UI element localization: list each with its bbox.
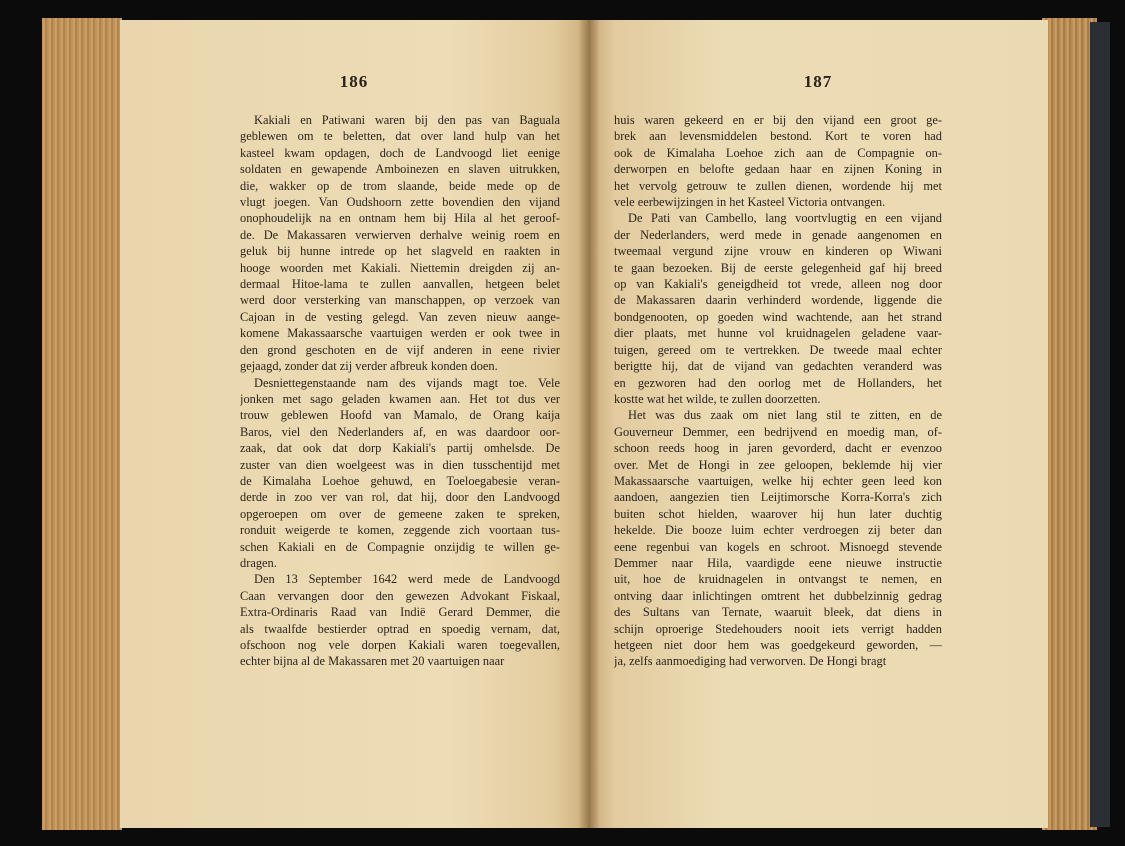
text-line: vlugt joegen. Van Oudshoorn zette bovendien den vijand: [240, 195, 560, 210]
text-line: der Nederlanders, werd mede in genade aangenomen en: [614, 227, 942, 242]
text-line: tweemaal vergund zijne vrouw en kinderen op Wiwani: [614, 244, 942, 259]
text-line: en gezworen had den oorlog met de Hollanders, het: [614, 375, 942, 390]
text-line: Demmer naar Hila, vaardigde eene nieuwe instructie: [614, 555, 942, 570]
text-line: Het was dus zaak om niet lang stil te zitten, en de: [628, 408, 942, 423]
text-line: vele eerbewijzingen in het Kasteel Victoria ontvangen.: [614, 195, 886, 210]
text-line: brek aan levensmiddelen bestond. Kort te voren had: [614, 129, 942, 144]
text-line: over. Met de Hongi in zee geloopen, beklemde hij vier: [614, 457, 942, 472]
text-line: derde in zoo ver van rol, dat hij, door den Landvoogd: [240, 490, 560, 505]
text-line: geblewen om te beletten, dat over land hulp van het: [240, 129, 560, 144]
text-line: schijn oproerige Stedehouders nooit iets verrigt hadden: [614, 621, 942, 636]
text-line: die, wakker op de trom slaande, beide mede op de: [240, 178, 560, 193]
text-line: Extra-Ordinaris Raad van Indië Gerard Demmer, die: [240, 605, 560, 620]
text-line: ronduit weigerde te komen, zeggende zich voortaan tus-: [240, 523, 560, 538]
text-line: tuigen, gereed om te vertrekken. De tweede maal echter: [614, 342, 942, 357]
book-cover: [1090, 22, 1110, 827]
text-line: als twaalfde bestierder optrad en spoedig vernam, dat,: [240, 621, 560, 636]
text-line: te gaan bezoeken. Bij de eerste gelegenheid gaf hij breed: [614, 260, 942, 275]
book-gutter: [578, 20, 600, 828]
text-line: eene regenbui van kogels en schroot. Misnoegd stevende: [614, 539, 942, 554]
text-line: trouw geblewen Hoofd van Mamalo, de Orang kaija: [240, 408, 560, 423]
text-line: geluk bij hunne intrede op het slagveld en raakten in: [240, 244, 560, 259]
text-line: het vervolg getrouw te zullen dienen, wordende hij met: [614, 178, 942, 193]
text-line: Kakiali en Patiwani waren bij den pas van Baguala: [254, 113, 560, 127]
text-line: ook de Kimalaha Loehoe zich aan de Compagnie on-: [614, 145, 942, 160]
right-page: [588, 20, 1048, 828]
text-line: berigtte hij, dat de vijand van gedachten veranderd was: [614, 359, 942, 374]
text-line: dermaal Hitoe-lama te zullen aanvallen, hetgeen belet: [240, 277, 560, 292]
text-line: dragen.: [240, 555, 277, 570]
text-line: De Pati van Cambello, lang voortvlugtig en een vijand: [628, 211, 942, 226]
text-line: uit, hoe de kruidnagelen in ontvangst te nemen, en: [614, 572, 942, 587]
text-line: op van Kakiali's geneigdheid tot vrede, alleen nog door: [614, 277, 942, 292]
text-line: Cajoan in de vesting gelegd. Van zeven nieuw aange-: [240, 309, 560, 324]
left-page-text: [240, 112, 560, 670]
text-line: ontving daar inlichtingen omtrent het dubbelzinnig gedrag: [614, 588, 942, 603]
text-line: komene Makassaarsche vaartuigen werden er ook twee in: [240, 326, 560, 341]
text-line: hekelde. Die booze luim echter verdroegen zij beter dan: [614, 523, 942, 538]
text-line: kasteel kwam opdagen, doch de Landvoogd liet eenige: [240, 145, 560, 160]
text-line: des Sultans van Ternate, waaruit bleek, dat diens in: [614, 605, 942, 620]
left-page: [120, 20, 588, 828]
text-line: den grond geschoten en de vijf anderen in eene rivier: [240, 342, 560, 357]
text-line: de Kimalaha Loehoe gehuwd, en Toeloegabesie veran-: [240, 473, 560, 488]
text-line: werd door versterking van manschappen, op verzoek van: [240, 293, 560, 308]
text-line: echter bijna al de Makassaren met 20 vaartuigen naar: [240, 654, 505, 669]
text-line: Den 13 September 1642 werd mede de Landvoogd: [254, 572, 560, 587]
text-line: Makassaarsche vaartuigen, welke hij echter geen leed kon: [614, 473, 942, 488]
text-line: ja, zelfs aanmoediging had verworven. De Hongi bragt: [614, 654, 887, 669]
text-line: Baros, viel den Nederlanders af, en was daardoor oor-: [240, 424, 560, 439]
right-page-text: [614, 112, 942, 670]
left-page-edges: [42, 18, 122, 830]
text-line: onophoudelijk na en ontnam hem bij Hila al het geroof-: [240, 211, 560, 226]
right-page-number: 187: [803, 72, 833, 91]
text-line: hetgeen niet door hem was goedgekeurd geworden, —: [614, 638, 942, 652]
text-line: schen Kakiali en de Compagnie onzijdig te willen ge-: [240, 539, 560, 554]
text-line: zaak, dat ook dat dorp Kakiali's partij omhelsde. De: [240, 441, 560, 456]
text-line: de. De Makassaren verwierven derhalve weinig roem en: [240, 227, 560, 242]
text-line: hooge woorden met Kakiali. Niettemin dreigden zij an-: [240, 260, 560, 275]
left-page-number: 186: [339, 72, 369, 91]
text-line: derworpen en belofte gedaan haar en zijnen Koning in: [614, 162, 942, 177]
text-line: huis waren gekeerd en er bij den vijand een groot ge-: [614, 113, 942, 127]
text-line: Gouverneur Demmer, een bedrijvend en moedig man, of-: [614, 424, 942, 439]
text-line: soldaten en gewapende Amboinezen en slaven uitrukken,: [240, 162, 560, 177]
text-line: buiten schot hielden, waarover hij hun later duchtig: [614, 506, 942, 521]
text-line: opgeroepen om over de gemeene zaken te spreken,: [240, 506, 560, 521]
text-line: jonken met sago geladen kwamen aan. Het tot dus ver: [240, 391, 560, 406]
right-page-edges: [1042, 18, 1097, 830]
text-line: kostte wat het wilde, te zullen doorzetten.: [614, 391, 821, 406]
text-line: aandoen, aangezien tien Leijtimorsche Korra-Korra's zich: [614, 490, 942, 505]
text-line: Desniettegenstaande nam des vijands magt toe. Vele: [254, 375, 560, 390]
text-line: Caan vervangen door den gewezen Advokant Fiskaal,: [240, 588, 560, 603]
text-line: gejaagd, zonder dat zij verder afbreuk konden doen.: [240, 359, 498, 374]
text-line: bondgenooten, op goeden wind wachtende, aan het strand: [614, 309, 942, 324]
text-line: ofschoon nog vele dorpen Kakiali waren toegevallen,: [240, 638, 560, 652]
text-line: de Makassaren daarin verhinderd wordende, liggende die: [614, 293, 942, 308]
text-line: zuster van dien woelgeest was in dien tusschentijd met: [240, 457, 560, 472]
text-line: dier plaats, met hunne vol kruidnagelen geladene vaar-: [614, 326, 942, 341]
text-line: schoon reeds hoog in jaren gevorderd, dacht er evenzoo: [614, 441, 942, 456]
